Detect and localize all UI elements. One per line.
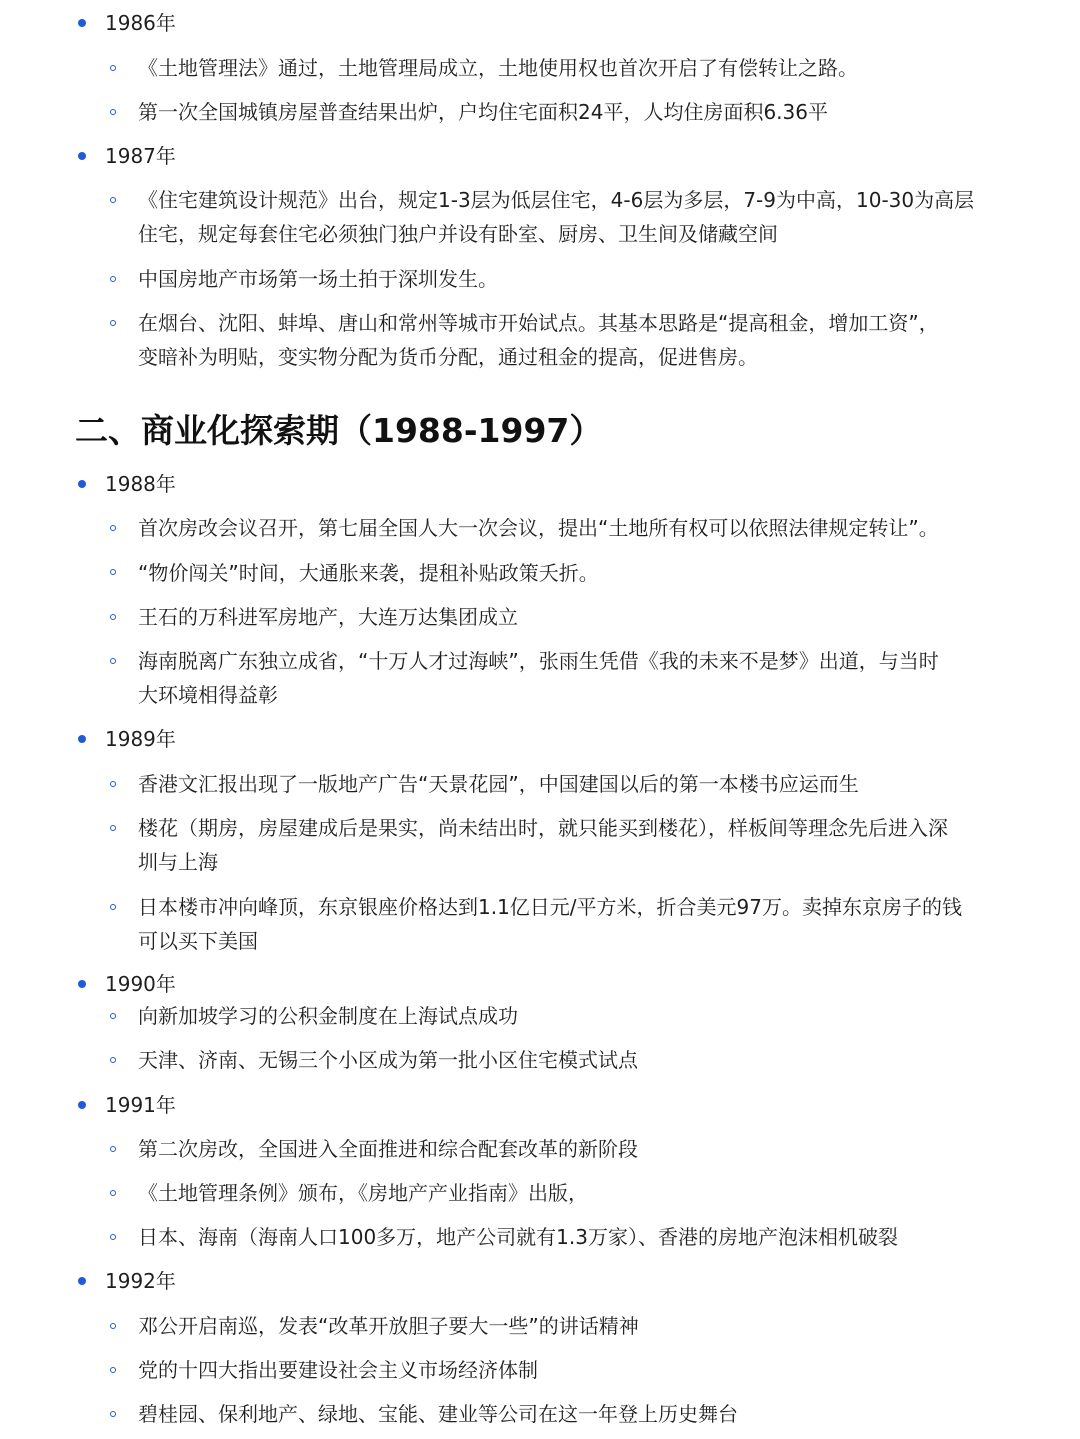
sub-bullet — [110, 197, 116, 203]
sub-bullet — [110, 320, 116, 326]
year-bullet-1990 — [78, 980, 86, 988]
list-item-text: “物价闯关”时间，大通胀来袭，提租补贴政策夭折。 — [138, 561, 599, 585]
year-label-1989: 1989年 — [105, 727, 176, 751]
sub-bullet — [110, 525, 116, 531]
sub-bullet — [110, 614, 116, 620]
list-item-text-continued: 可以买下美国 — [138, 929, 258, 953]
list-item-text-continued: 圳与上海 — [138, 850, 218, 874]
list-item-text: 向新加坡学习的公积金制度在上海试点成功 — [138, 1004, 518, 1028]
sub-bullet — [110, 109, 116, 115]
sub-bullet — [110, 1411, 116, 1417]
sub-bullet — [110, 1190, 116, 1196]
sub-bullet — [110, 658, 116, 664]
list-item-text: 天津、济南、无锡三个小区成为第一批小区住宅模式试点 — [138, 1048, 638, 1072]
sub-bullet — [110, 1146, 116, 1152]
section-heading: 二、商业化探索期（1988-1997） — [75, 411, 603, 450]
year-bullet-1991 — [78, 1101, 86, 1109]
list-item-text: 《住宅建筑设计规范》出台，规定1-3层为低层住宅，4-6层为多层，7-9为中高，10-30为高层 — [138, 188, 975, 212]
list-item-text-continued: 大环境相得益彰 — [138, 683, 278, 707]
year-label-1990: 1990年 — [105, 972, 176, 996]
sub-bullet — [110, 1234, 116, 1240]
list-item-text: 第二次房改，全国进入全面推进和综合配套改革的新阶段 — [138, 1137, 638, 1161]
sub-bullet — [110, 904, 116, 910]
list-item-text-continued: 变暗补为明贴，变实物分配为货币分配，通过租金的提高，促进售房。 — [138, 345, 758, 369]
list-item-text: 《土地管理法》通过，土地管理局成立，土地使用权也首次开启了有偿转让之路。 — [138, 56, 858, 80]
year-label-1988: 1988年 — [105, 472, 176, 496]
list-item-text: 第一次全国城镇房屋普查结果出炉，户均住宅面积24平，人均住房面积6.36平 — [138, 100, 828, 124]
year-bullet-1986 — [78, 19, 86, 27]
list-item-text: 日本楼市冲向峰顶，东京银座价格达到1.1亿日元/平方米，折合美元97万。卖掉东京房子的钱 — [138, 895, 962, 919]
year-bullet-1992 — [78, 1277, 86, 1285]
year-label-1987: 1987年 — [105, 144, 176, 168]
sub-bullet — [110, 1013, 116, 1019]
sub-bullet — [110, 825, 116, 831]
year-label-1986: 1986年 — [105, 11, 176, 35]
list-item-text: 王石的万科进军房地产，大连万达集团成立 — [138, 605, 518, 629]
list-item-text: 邓公开启南巡，发表“改革开放胆子要大一些”的讲话精神 — [138, 1314, 639, 1338]
sub-bullet — [110, 276, 116, 282]
list-item-text: 海南脱离广东独立成省，“十万人才过海峡”，张雨生凭借《我的未来不是梦》出道，与当时 — [138, 649, 939, 673]
list-item-text: 党的十四大指出要建设社会主义市场经济体制 — [138, 1358, 538, 1382]
sub-bullet — [110, 1323, 116, 1329]
sub-bullet — [110, 569, 116, 575]
sub-bullet — [110, 1057, 116, 1063]
list-item-text: 在烟台、沈阳、蚌埠、唐山和常州等城市开始试点。其基本思路是“提高租金，增加工资”， — [138, 311, 939, 335]
list-item-text: 日本、海南（海南人口100多万，地产公司就有1.3万家）、香港的房地产泡沫相机破裂 — [138, 1225, 898, 1249]
list-item-text-continued: 住宅，规定每套住宅必须独门独户并设有卧室、厨房、卫生间及储藏空间 — [138, 222, 778, 246]
list-item-text: 首次房改会议召开，第七届全国人大一次会议，提出“土地所有权可以依照法律规定转让”。 — [138, 516, 939, 540]
sub-bullet — [110, 65, 116, 71]
list-item-text: 香港文汇报出现了一版地产广告“天景花园”，中国建国以后的第一本楼书应运而生 — [138, 772, 859, 796]
list-item-text: 楼花（期房，房屋建成后是果实，尚未结出时，就只能买到楼花），样板间等理念先后进入深 — [138, 816, 948, 840]
year-bullet-1987 — [78, 152, 86, 160]
list-item-text: 中国房地产市场第一场土拍于深圳发生。 — [138, 267, 498, 291]
year-bullet-1989 — [78, 735, 86, 743]
sub-bullet — [110, 781, 116, 787]
sub-bullet — [110, 1367, 116, 1373]
year-bullet-1988 — [78, 480, 86, 488]
year-label-1992: 1992年 — [105, 1269, 176, 1293]
list-item-text: 《土地管理条例》颁布，《房地产产业指南》出版， — [138, 1181, 588, 1205]
list-item-text: 碧桂园、保利地产、绿地、宝能、建业等公司在这一年登上历史舞台 — [138, 1402, 738, 1426]
year-label-1991: 1991年 — [105, 1093, 176, 1117]
